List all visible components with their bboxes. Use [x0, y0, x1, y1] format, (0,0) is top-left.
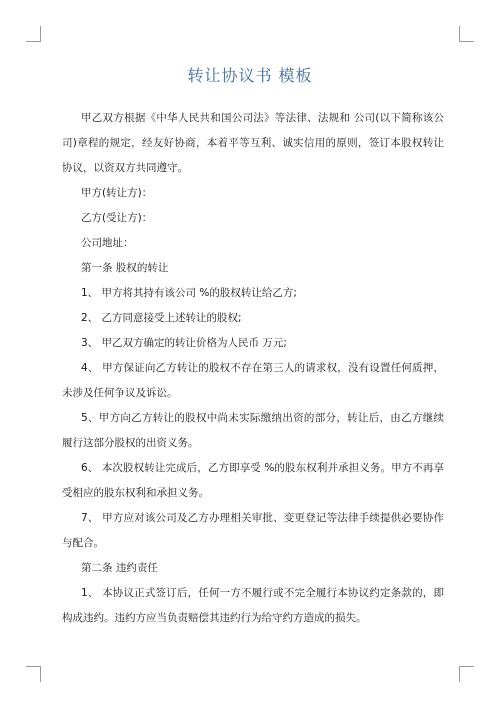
party-a-line: 甲方(转让方)：: [81, 187, 153, 199]
crop-mark-bottom-right: [459, 666, 474, 667]
document-title: 转让协议书 模板: [187, 66, 313, 85]
clause-paragraph: 1、 甲方将其持有该公司 %的股权转让给乙方;: [81, 287, 297, 299]
crop-mark-top-right: [459, 26, 460, 42]
party-b-line: 乙方(受让方)：: [81, 212, 153, 224]
clause-paragraph: 1、 本协议正式签订后，任何一方不履行或不完全履行本协议约定条款的，即构成违约。违约方应当负责赔偿其违约行为给守约方造成的损失。: [62, 587, 444, 624]
crop-mark-bottom-left: [26, 666, 41, 667]
clause-paragraph: 6、 本次股权转让完成后，乙方即享受 %的股东权利并承担义务。甲方不再享受相应的股东权利和承担义务。: [62, 462, 444, 499]
crop-mark-top-right: [459, 41, 474, 42]
clause-paragraph: 4、 甲方保证向乙方转让的股权不存在第三人的请求权，没有设置任何质押，未涉及任何争议及诉讼。: [62, 362, 444, 399]
document-body: [62, 106, 444, 631]
clause-paragraph: 5、甲方向乙方转让的股权中尚未实际缴纳出资的部分，转让后，由乙方继续履行这部分股权的出资义务。: [62, 412, 444, 449]
company-address-line: 公司地址：: [81, 237, 134, 249]
intro-paragraph: 甲乙双方根据《中华人民共和国公司法》等法律、法规和 公司(以下简称该公司)章程的规定，经友好协商，本着平等互利、诚实信用的原则，签订本股权转让协议，以资双方共同遵守。: [62, 112, 444, 174]
clause-paragraph: 2、 乙方同意接受上述转让的股权;: [81, 312, 242, 324]
crop-mark-bottom-right: [459, 666, 460, 682]
article-heading: 第一条 股权的转让: [81, 262, 169, 274]
article-heading: 第二条 违约责任: [81, 562, 158, 574]
crop-mark-top-left: [40, 26, 41, 42]
clause-paragraph: 3、 甲乙双方确定的转让价格为人民币 万元;: [81, 337, 287, 349]
crop-mark-top-left: [26, 41, 41, 42]
clause-paragraph: 7、 甲方应对该公司及乙方办理相关审批、变更登记等法律手续提供必要协作与配合。: [62, 512, 444, 549]
crop-mark-bottom-left: [40, 666, 41, 682]
